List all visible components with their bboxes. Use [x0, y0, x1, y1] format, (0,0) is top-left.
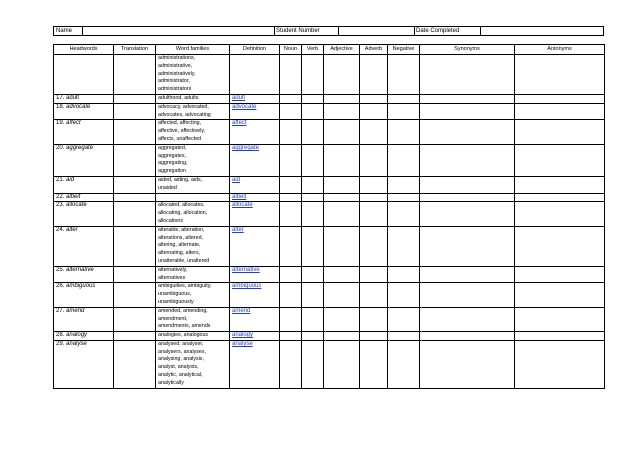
word-family-line: administrators [158, 86, 192, 93]
student-info-header [53, 26, 604, 36]
definition-cell [230, 176, 280, 193]
synonyms-cell[interactable] [420, 332, 515, 341]
table-row [54, 103, 605, 120]
headword-number: 21. [56, 176, 65, 183]
translation-cell[interactable] [114, 55, 156, 95]
headword-cell [54, 266, 114, 283]
headword-cell [54, 332, 114, 341]
word-family-line: unambiguous, [158, 291, 192, 298]
header-row [54, 45, 605, 55]
definition-cell [230, 94, 280, 103]
word-family-line: aggregation [158, 168, 186, 175]
synonyms-cell[interactable] [420, 193, 515, 202]
negative-cell[interactable] [388, 202, 420, 226]
noun-cell[interactable] [280, 103, 302, 120]
definition-link[interactable]: analogy [232, 332, 254, 339]
table-row [54, 266, 605, 283]
definition-cell [230, 266, 280, 283]
adverb-cell[interactable] [360, 340, 388, 388]
definition-link[interactable]: ambiguous [232, 283, 262, 290]
table-row [54, 283, 605, 307]
antonyms-cell[interactable] [515, 283, 605, 307]
headword-cell [54, 176, 114, 193]
word-families-cell [156, 202, 230, 226]
headword-number: 28. [56, 332, 65, 339]
headword-number: 24. [56, 226, 65, 233]
adjective-cell[interactable] [324, 55, 360, 95]
word-family-line: affected, affecting, [158, 120, 202, 127]
headword-cell [54, 283, 114, 307]
word-family-line: aggregating, [158, 160, 188, 167]
adverb-cell[interactable] [360, 120, 388, 144]
translation-cell[interactable] [114, 193, 156, 202]
antonyms-cell[interactable] [515, 340, 605, 388]
synonyms-cell[interactable] [420, 120, 515, 144]
word-family-line: aided, aiding, aids, [158, 176, 203, 183]
headword: aid [66, 176, 75, 183]
adverb-cell[interactable] [360, 55, 388, 95]
adjective-cell[interactable] [324, 94, 360, 103]
synonyms-cell[interactable] [420, 144, 515, 176]
translation-cell[interactable] [114, 202, 156, 226]
headword-cell [54, 307, 114, 331]
headword-number: 27. [56, 307, 65, 314]
adjective-cell[interactable] [324, 332, 360, 341]
word-families-cell [156, 103, 230, 120]
word-family-line: analogies, analogous [158, 332, 209, 339]
noun-cell[interactable] [280, 202, 302, 226]
definition-link[interactable]: aid [232, 176, 241, 183]
antonyms-cell[interactable] [515, 55, 605, 95]
headword: adult [66, 94, 80, 101]
column-header: Headwords [54, 45, 114, 55]
headword-cell [54, 340, 114, 388]
headword: affect [66, 120, 81, 127]
word-family-line: amendment, [158, 315, 188, 322]
definition-link[interactable]: albeit [232, 193, 247, 200]
definition-link[interactable]: alternative [232, 266, 260, 273]
table-row [54, 202, 605, 226]
date-completed-label: Date Completed [416, 28, 460, 34]
translation-cell[interactable] [114, 283, 156, 307]
antonyms-cell[interactable] [515, 332, 605, 341]
column-header: Synonyms [420, 45, 515, 55]
word-families-cell [156, 193, 230, 202]
student-number-field[interactable] [338, 27, 414, 35]
headword-cell [54, 193, 114, 202]
translation-cell[interactable] [114, 103, 156, 120]
translation-cell[interactable] [114, 226, 156, 266]
definition-link[interactable]: affect [232, 120, 247, 127]
definition-cell [230, 103, 280, 120]
translation-cell[interactable] [114, 340, 156, 388]
definition-link[interactable]: advocate [232, 103, 257, 110]
word-family-line: allocations [158, 217, 184, 224]
negative-cell[interactable] [388, 55, 420, 95]
adjective-cell[interactable] [324, 103, 360, 120]
translation-cell[interactable] [114, 120, 156, 144]
headword-cell [54, 55, 114, 95]
table-row [54, 340, 605, 388]
headword-cell [54, 202, 114, 226]
adjective-cell[interactable] [324, 202, 360, 226]
adjective-cell[interactable] [324, 120, 360, 144]
word-family-line: unaided [158, 184, 177, 191]
headword: aggregate [66, 144, 94, 151]
adverb-cell[interactable] [360, 193, 388, 202]
headword-number: 25. [56, 266, 65, 273]
word-family-line: amended, amending, [158, 307, 208, 314]
adjective-cell[interactable] [324, 266, 360, 283]
headword-number: 29. [56, 340, 65, 347]
word-family-line: ambiguities, ambiguity, [158, 283, 212, 290]
word-family-line: unalterable, unaltered [158, 257, 210, 264]
word-family-line: affective, affectively, [158, 128, 206, 135]
translation-cell[interactable] [114, 332, 156, 341]
word-families-cell [156, 176, 230, 193]
noun-cell[interactable] [280, 340, 302, 388]
column-header: Adverb [360, 45, 388, 55]
noun-cell[interactable] [280, 332, 302, 341]
verb-cell[interactable] [302, 226, 324, 266]
word-family-line: aggregated, [158, 144, 187, 151]
word-family-line: analytic, analytical, [158, 372, 203, 379]
definition-link[interactable]: alter [232, 226, 244, 233]
definition-link[interactable]: amend [232, 307, 251, 314]
headword: advocate [66, 103, 91, 110]
word-family-line: alterable, alteration, [158, 226, 205, 233]
antonyms-cell[interactable] [515, 193, 605, 202]
noun-cell[interactable] [280, 193, 302, 202]
headword: alter [66, 226, 78, 233]
word-families-cell [156, 120, 230, 144]
negative-cell[interactable] [388, 307, 420, 331]
antonyms-cell[interactable] [515, 120, 605, 144]
headword-cell [54, 226, 114, 266]
verb-cell[interactable] [302, 202, 324, 226]
adverb-cell[interactable] [360, 307, 388, 331]
antonyms-cell[interactable] [515, 266, 605, 283]
noun-cell[interactable] [280, 55, 302, 95]
verb-cell[interactable] [302, 283, 324, 307]
definition-cell [230, 193, 280, 202]
verb-cell[interactable] [302, 266, 324, 283]
definition-cell [230, 144, 280, 176]
negative-cell[interactable] [388, 283, 420, 307]
word-family-line: alternating, alters, [158, 250, 201, 257]
column-header: Verb [302, 45, 324, 55]
antonyms-cell[interactable] [515, 176, 605, 193]
word-family-line: administrations, [158, 55, 196, 61]
adverb-cell[interactable] [360, 144, 388, 176]
headword: analyse [66, 340, 87, 347]
word-family-line: alterations, altered, [158, 234, 204, 241]
noun-cell[interactable] [280, 283, 302, 307]
adjective-cell[interactable] [324, 193, 360, 202]
verb-cell[interactable] [302, 340, 324, 388]
column-header: Word families [156, 45, 230, 55]
negative-cell[interactable] [388, 120, 420, 144]
word-families-cell [156, 55, 230, 95]
headword: alternative [66, 266, 94, 273]
table-row [54, 332, 605, 341]
synonyms-cell[interactable] [420, 103, 515, 120]
noun-cell[interactable] [280, 120, 302, 144]
antonyms-cell[interactable] [515, 103, 605, 120]
table-row [54, 144, 605, 176]
headword-number: 18. [56, 103, 65, 110]
noun-cell[interactable] [280, 144, 302, 176]
name-field[interactable] [82, 27, 274, 35]
headword: allocate [66, 202, 87, 209]
definition-cell [230, 307, 280, 331]
definition-link[interactable]: aggregate [232, 144, 260, 151]
word-families-cell [156, 340, 230, 388]
adjective-cell[interactable] [324, 307, 360, 331]
adjective-cell[interactable] [324, 144, 360, 176]
negative-cell[interactable] [388, 226, 420, 266]
synonyms-cell[interactable] [420, 176, 515, 193]
headword-number: 22. [56, 193, 65, 200]
antonyms-cell[interactable] [515, 226, 605, 266]
word-family-line: alternatively, [158, 266, 188, 273]
negative-cell[interactable] [388, 193, 420, 202]
antonyms-cell[interactable] [515, 307, 605, 331]
verb-cell[interactable] [302, 307, 324, 331]
definition-link[interactable]: analyse [232, 340, 253, 347]
headword-cell [54, 144, 114, 176]
column-header: Negative [388, 45, 420, 55]
word-family-line: altering, alternate, [158, 242, 201, 249]
adverb-cell[interactable] [360, 266, 388, 283]
synonyms-cell[interactable] [420, 340, 515, 388]
verb-cell[interactable] [302, 103, 324, 120]
antonyms-cell[interactable] [515, 202, 605, 226]
headword-number: 26. [56, 283, 65, 290]
word-family-line: administratively, [158, 70, 196, 77]
column-header: Translation [114, 45, 156, 55]
definition-link[interactable]: adult [232, 94, 246, 101]
word-families-cell [156, 94, 230, 103]
table-row [54, 120, 605, 144]
negative-cell[interactable] [388, 94, 420, 103]
definition-link[interactable]: allocate [232, 202, 253, 209]
noun-cell[interactable] [280, 266, 302, 283]
adverb-cell[interactable] [360, 283, 388, 307]
word-family-line: analyst, analysts, [158, 364, 199, 371]
definition-cell [230, 340, 280, 388]
date-completed-field[interactable] [480, 27, 605, 35]
antonyms-cell[interactable] [515, 94, 605, 103]
adverb-cell[interactable] [360, 94, 388, 103]
word-family-line: allocated, allocates, [158, 202, 205, 209]
verb-cell[interactable] [302, 193, 324, 202]
word-family-line: analytically [158, 379, 184, 386]
table-row [54, 94, 605, 103]
table-row [54, 55, 605, 95]
negative-cell[interactable] [388, 332, 420, 341]
synonyms-cell[interactable] [420, 283, 515, 307]
word-families-cell [156, 226, 230, 266]
table-body [54, 55, 605, 389]
adjective-cell[interactable] [324, 340, 360, 388]
vocabulary-table [53, 44, 605, 389]
word-family-line: advocacy, advocated, [158, 103, 209, 110]
verb-cell[interactable] [302, 94, 324, 103]
word-family-line: analysers, analyses, [158, 348, 206, 355]
name-label: Name [56, 28, 73, 34]
definition-cell [230, 55, 280, 95]
word-family-line: administrative, [158, 62, 193, 69]
word-family-line [158, 194, 227, 202]
noun-cell[interactable] [280, 176, 302, 193]
adverb-cell[interactable] [360, 226, 388, 266]
synonyms-cell[interactable] [420, 202, 515, 226]
headword: albeit [66, 193, 81, 200]
synonyms-cell[interactable] [420, 226, 515, 266]
definition-cell [230, 202, 280, 226]
word-families-cell [156, 307, 230, 331]
word-family-line: alternatives [158, 274, 186, 281]
headword: analogy [66, 332, 88, 339]
negative-cell[interactable] [388, 266, 420, 283]
translation-cell[interactable] [114, 144, 156, 176]
antonyms-cell[interactable] [515, 144, 605, 176]
word-family-line: affects, unaffected [158, 135, 202, 142]
noun-cell[interactable] [280, 307, 302, 331]
negative-cell[interactable] [388, 176, 420, 193]
word-families-cell [156, 332, 230, 341]
table-row [54, 176, 605, 193]
headword-cell [54, 103, 114, 120]
negative-cell[interactable] [388, 103, 420, 120]
definition-cell [230, 332, 280, 341]
adverb-cell[interactable] [360, 176, 388, 193]
verb-cell[interactable] [302, 55, 324, 95]
translation-cell[interactable] [114, 94, 156, 103]
column-header: Definition [230, 45, 280, 55]
negative-cell[interactable] [388, 340, 420, 388]
headword: amend [66, 307, 85, 314]
table-row [54, 307, 605, 331]
verb-cell[interactable] [302, 332, 324, 341]
synonyms-cell[interactable] [420, 266, 515, 283]
word-family-line: advocates, advocating [158, 111, 211, 118]
table-row [54, 226, 605, 266]
headword-number: 19. [56, 120, 65, 127]
verb-cell[interactable] [302, 176, 324, 193]
adjective-cell[interactable] [324, 176, 360, 193]
negative-cell[interactable] [388, 144, 420, 176]
verb-cell[interactable] [302, 120, 324, 144]
column-header: Adjective [324, 45, 360, 55]
table-row [54, 193, 605, 202]
word-families-cell [156, 266, 230, 283]
word-family-line: aggregates, [158, 152, 186, 159]
adjective-cell[interactable] [324, 226, 360, 266]
translation-cell[interactable] [114, 307, 156, 331]
translation-cell[interactable] [114, 266, 156, 283]
synonyms-cell[interactable] [420, 307, 515, 331]
student-number-label: Student Number [276, 28, 320, 34]
noun-cell[interactable] [280, 226, 302, 266]
column-header: Antonyms [515, 45, 605, 55]
column-header: Noun [280, 45, 302, 55]
word-family-line: administrator, [158, 78, 190, 85]
word-family-line: amendments, amends [158, 323, 211, 330]
word-family-line: analysing, analysis, [158, 356, 204, 363]
verb-cell[interactable] [302, 144, 324, 176]
headword-cell [54, 94, 114, 103]
adverb-cell[interactable] [360, 332, 388, 341]
word-family-line: analysed, analyser, [158, 340, 204, 347]
headword-number: 20. [56, 144, 65, 151]
adverb-cell[interactable] [360, 202, 388, 226]
adjective-cell[interactable] [324, 283, 360, 307]
headword-cell [54, 120, 114, 144]
headword-number: 17. [56, 94, 65, 101]
definition-cell [230, 283, 280, 307]
adverb-cell[interactable] [360, 103, 388, 120]
word-families-cell [156, 283, 230, 307]
word-family-line: allocating, allocation, [158, 210, 208, 217]
word-family-line: unambiguously [158, 298, 194, 305]
definition-cell [230, 226, 280, 266]
synonyms-cell[interactable] [420, 94, 515, 103]
headword: ambiguous [66, 283, 96, 290]
noun-cell[interactable] [280, 94, 302, 103]
word-families-cell [156, 144, 230, 176]
headword-number: 23. [56, 202, 65, 209]
synonyms-cell[interactable] [420, 55, 515, 95]
translation-cell[interactable] [114, 176, 156, 193]
word-family-line: adulthood, adults [158, 94, 199, 101]
definition-cell [230, 120, 280, 144]
